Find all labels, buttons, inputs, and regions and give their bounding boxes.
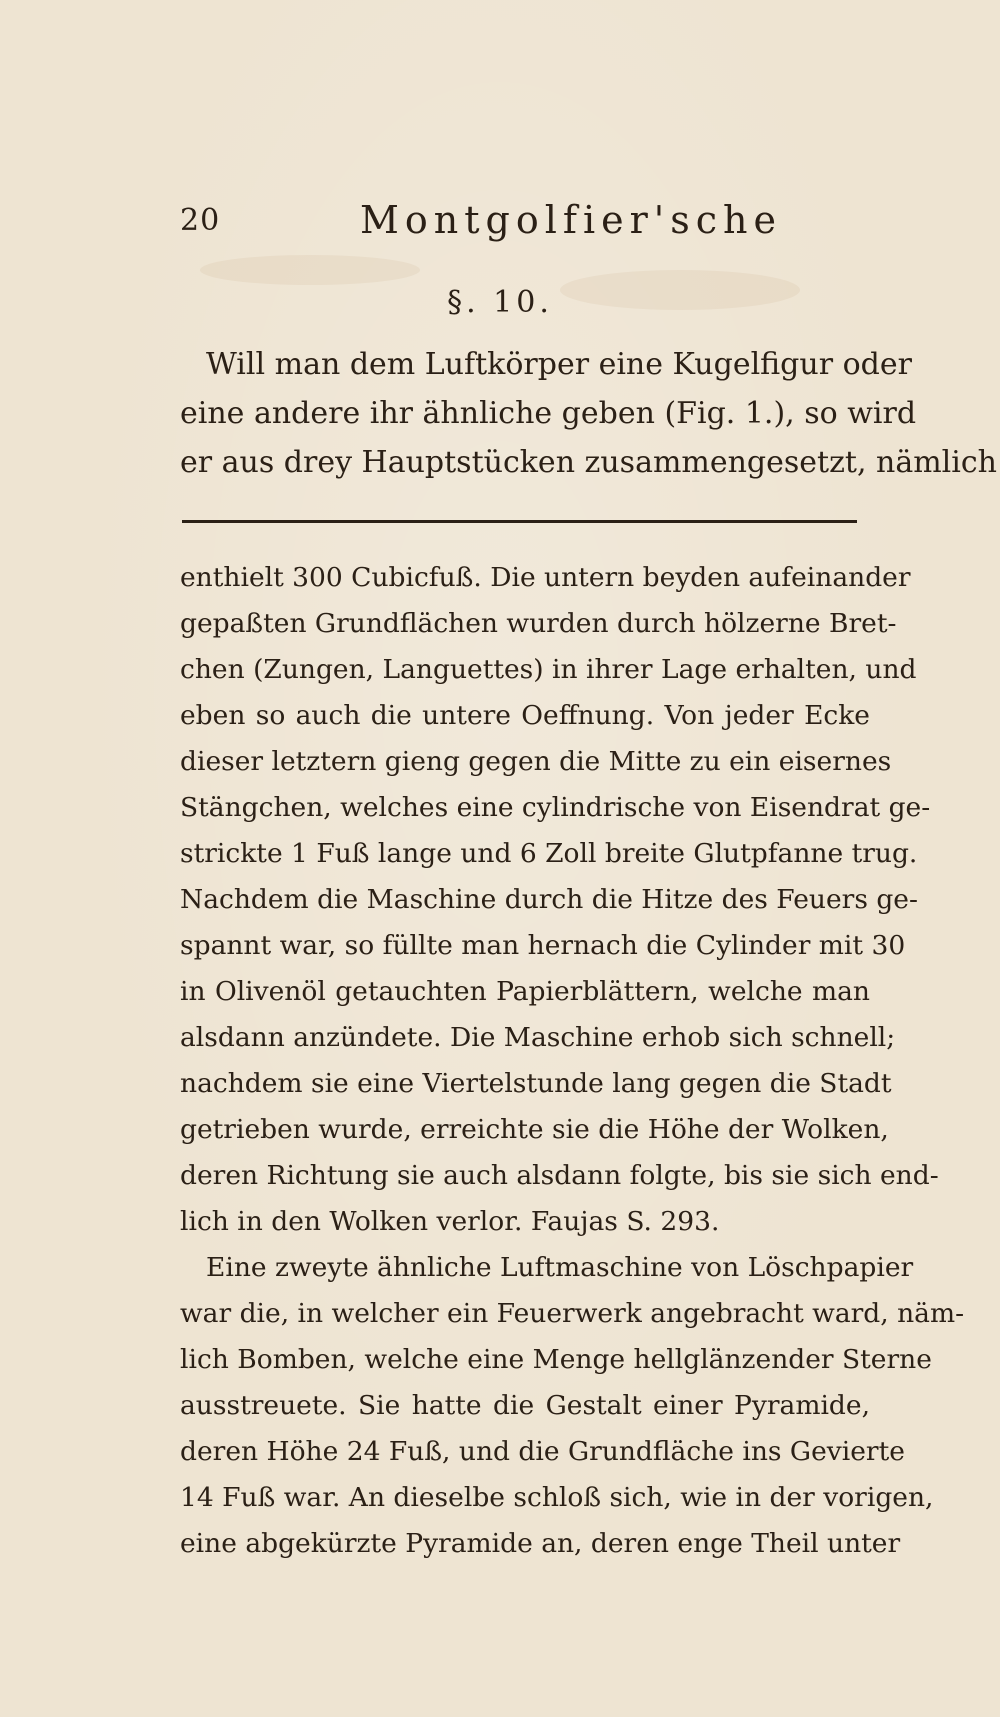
text-line: Will man dem Luftkörper eine Kugelfigur oder [206,347,912,382]
footnote-line: chen (Zungen, Languettes) in ihrer Lage erhalten, und [180,654,917,685]
footnote-line: 14 Fuß war. An dieselbe schloß sich, wie in der vorigen, [180,1482,934,1513]
footnote-line: gepaßten Grundflächen wurden durch hölzerne Bret- [180,608,897,639]
footnote-line: spannt war, so füllte man hernach die Cylinder mit 30 [180,930,906,961]
text-line: er aus drey Hauptstücken zusammengesetzt, nämlich [180,445,997,480]
footnote-line: Stängchen, welches eine cylindrische von Eisendrat ge- [180,792,931,823]
footnote-line: getrieben wurde, erreichte sie die Höhe der Wolken, [180,1114,889,1145]
footnote-line: war die, in welcher ein Feuerwerk angebracht ward, näm- [180,1298,965,1329]
footnote-line: alsdann anzündete. Die Maschine erhob sich schnell; [180,1022,896,1053]
footnote-line: Eine zweyte ähnliche Luftmaschine von Löschpapier [206,1252,914,1283]
footnote-line: deren Höhe 24 Fuß, und die Grundfläche ins Gevierte [180,1436,905,1467]
footnote-line: ausstreuete. Sie hatte die Gestalt einer Pyramide, [180,1390,870,1421]
footnote-line: strickte 1 Fuß lange und 6 Zoll breite Glutpfanne trug. [180,838,918,869]
footnote-line: deren Richtung sie auch alsdann folgte, bis sie sich end- [180,1160,939,1191]
footnote-line: lich in den Wolken verlor. Faujas S. 293. [180,1206,720,1237]
footnote-line: lich Bomben, welche eine Menge hellglänzender Sterne [180,1344,932,1375]
footnote-line: dieser letztern gieng gegen die Mitte zu ein eisernes [180,746,892,777]
footnote-line: nachdem sie eine Viertelstunde lang gegen die Stadt [180,1068,892,1099]
running-title: Montgolfier'sche [360,198,782,242]
section-heading: §. 10. [447,285,553,320]
footnote-line: eine abgekürzte Pyramide an, deren enge Theil unter [180,1528,901,1559]
footnote-text [180,555,965,1567]
paper-stain [200,255,420,285]
main-text [180,340,997,487]
page-number: 20 [180,203,221,238]
footnote-line: in Olivenöl getauchten Papierblättern, welche man [180,976,870,1007]
footnote-line: enthielt 300 Cubicfuß. Die untern beyden aufeinander [180,562,911,593]
text-line: eine andere ihr ähnliche geben (Fig. 1.), so wird [180,396,917,431]
footnote-line: eben so auch die untere Oeffnung. Von jeder Ecke [180,700,870,731]
footnote-divider [182,520,857,523]
footnote-line: Nachdem die Maschine durch die Hitze des Feuers ge- [180,884,918,915]
